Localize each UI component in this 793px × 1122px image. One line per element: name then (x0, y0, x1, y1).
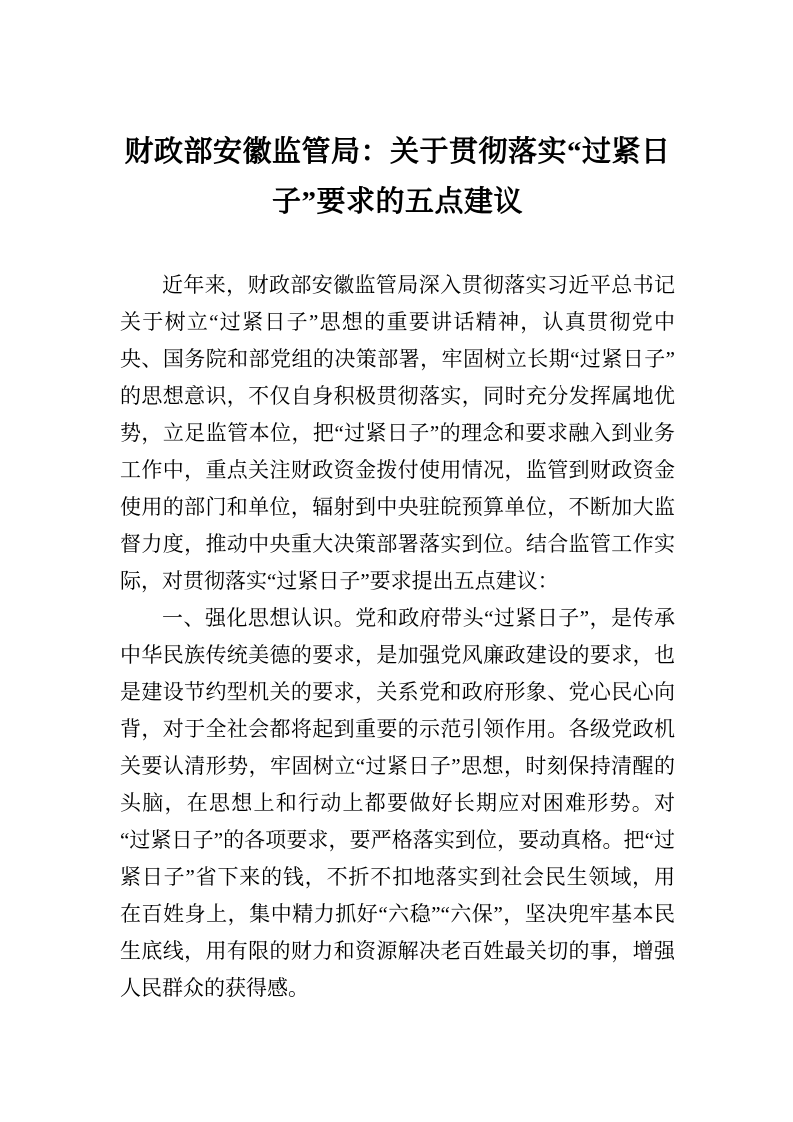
paragraph-intro: 近年来，财政部安徽监管局深入贯彻落实习近平总书记关于树立“过紧日子”思想的重要讲话精神，认真贯彻党中央、国务院和部党组的决策部署，牢固树立长期“过紧日子”的思想意识，不仅自身积极贯彻落实，同时充分发挥属地优势，立足监管本位，把“过紧日子”的理念和要求融入到业务工作中，重点关注财政资金拨付使用情况，监管到财政资金使用的部门和单位，辐射到中央驻皖预算单位，不断加大监督力度，推动中央重大决策部署落实到位。结合监管工作实际，对贯彻落实“过紧日子”要求提出五点建议： (120, 273, 675, 593)
document-title: 财政部安徽监管局：关于贯彻落实“过紧日子”要求的五点建议 (124, 136, 671, 218)
paragraph-point-one: 一、强化思想认识。党和政府带头“过紧日子”，是传承中华民族传统美德的要求，是加强党风廉政建设的要求，也是建设节约型机关的要求，关系党和政府形象、党心民心向背，对于全社会都将起到重要的示范引领作用。各级党政机关要认清形势，牢固树立“过紧日子”思想，时刻保持清醒的头脑，在思想上和行动上都要做好长期应对困难形势。对“过紧日子”的各项要求，要严格落实到位，要动真格。把“过紧日子”省下来的钱，不折不扣地落实到社会民生领域，用在百姓身上，集中精力抓好“六稳”“六保”，坚决兜牢基本民生底线，用有限的财力和资源解决老百姓最关切的事，增强人民群众的获得感。 (120, 606, 675, 1000)
